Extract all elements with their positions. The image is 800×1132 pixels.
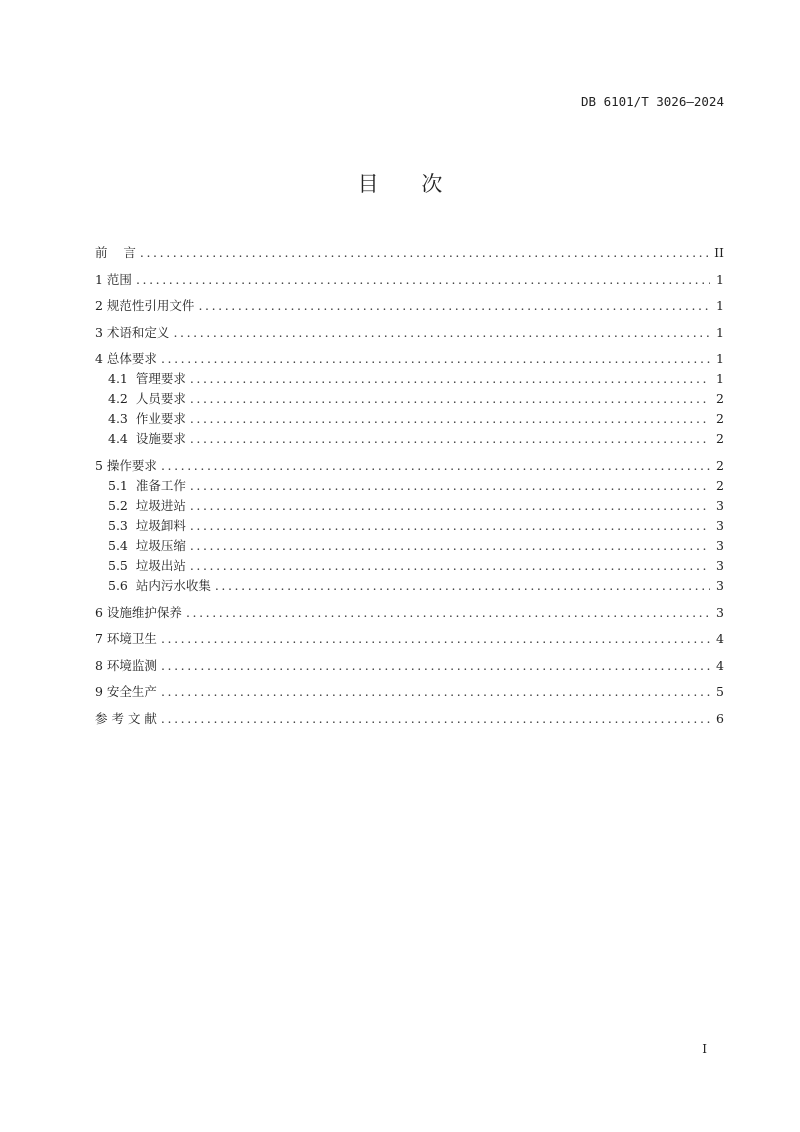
toc-entry-page: 1 (716, 298, 724, 314)
dot-leader (190, 496, 710, 516)
toc-entry[interactable] (95, 682, 724, 702)
toc-entry-label: 4.2 人员要求 (108, 391, 186, 407)
toc-entry[interactable] (95, 409, 724, 429)
toc-entry-page: 5 (716, 684, 724, 700)
toc-entry[interactable] (95, 536, 724, 556)
toc-entry-label: 9 安全生产 (95, 684, 157, 700)
toc-entry-label: 1 范围 (95, 271, 132, 287)
toc-entry-label: 4.4 设施要求 (108, 431, 186, 447)
dot-leader (190, 429, 710, 449)
toc-entry-page: 2 (716, 411, 724, 427)
toc-entry[interactable] (95, 656, 724, 676)
toc-entry[interactable] (95, 476, 724, 496)
toc-entry-page: 3 (716, 517, 724, 533)
toc-entry-label: 4.3 作业要求 (108, 411, 186, 427)
toc-entry-page: 2 (716, 431, 724, 447)
dot-leader (136, 270, 710, 290)
dot-leader (190, 476, 710, 496)
toc-entry[interactable] (95, 369, 724, 389)
dot-leader (173, 323, 710, 343)
table-of-contents (95, 243, 724, 729)
dot-leader (161, 682, 710, 702)
page-title: 目 次 (357, 172, 461, 196)
toc-entry-label: 5.3 垃圾卸料 (108, 517, 186, 533)
page-number: I (702, 1042, 707, 1056)
toc-entry-label: 5.6 站内污水收集 (108, 577, 211, 593)
toc-entry-page: 2 (716, 457, 724, 473)
toc-entry-label: 7 环境卫生 (95, 631, 157, 647)
toc-entry-label: 5.1 准备工作 (108, 477, 186, 493)
dot-leader (161, 456, 710, 476)
toc-entry[interactable] (95, 349, 724, 369)
toc-entry-label: 3 术语和定义 (95, 324, 170, 340)
toc-entry[interactable] (95, 456, 724, 476)
toc-entry-page: 1 (716, 351, 724, 367)
dot-leader (161, 656, 710, 676)
toc-entry-label: 8 环境监测 (95, 657, 157, 673)
standard-code: DB 6101/T 3026—2024 (581, 94, 724, 109)
toc-entry-label: 6 设施维护保养 (95, 604, 182, 620)
dot-leader (161, 349, 710, 369)
dot-leader (190, 556, 710, 576)
toc-entry[interactable] (95, 270, 724, 290)
toc-entry[interactable] (95, 389, 724, 409)
toc-entry-label: 5.4 垃圾压缩 (108, 537, 186, 553)
toc-entry[interactable] (95, 243, 724, 263)
toc-entry-page: 3 (716, 497, 724, 513)
toc-entry[interactable] (95, 603, 724, 623)
toc-entry-page: 3 (716, 557, 724, 573)
dot-leader (190, 409, 710, 429)
toc-entry-page: 6 (716, 710, 724, 726)
toc-entry[interactable] (95, 516, 724, 536)
toc-entry-label: 5 操作要求 (95, 457, 157, 473)
dot-leader (198, 296, 710, 316)
toc-entry[interactable] (95, 296, 724, 316)
toc-entry-page: 4 (716, 657, 724, 673)
toc-entry[interactable] (95, 496, 724, 516)
toc-entry-page: 3 (716, 537, 724, 553)
toc-entry-label: 4 总体要求 (95, 351, 157, 367)
toc-entry-label: 5.2 垃圾进站 (108, 497, 186, 513)
dot-leader (140, 243, 708, 263)
dot-leader (190, 536, 710, 556)
toc-entry-page: 3 (716, 604, 724, 620)
dot-leader (190, 369, 710, 389)
toc-entry-page: 1 (716, 371, 724, 387)
toc-entry-label: 2 规范性引用文件 (95, 298, 195, 314)
toc-entry-page: 3 (716, 577, 724, 593)
toc-entry-label: 前 言 (95, 245, 136, 260)
toc-entry[interactable] (95, 576, 724, 596)
toc-entry[interactable] (95, 629, 724, 649)
toc-entry-page: 1 (716, 324, 724, 340)
toc-entry-page: 1 (716, 271, 724, 287)
dot-leader (186, 603, 710, 623)
toc-entry-page: II (714, 245, 724, 260)
toc-entry-label: 4.1 管理要求 (108, 371, 186, 387)
toc-entry-label: 5.5 垃圾出站 (108, 557, 186, 573)
toc-entry-label: 参 考 文 献 (95, 710, 157, 726)
toc-entry-page: 2 (716, 391, 724, 407)
toc-entry[interactable] (95, 709, 724, 729)
dot-leader (215, 576, 710, 596)
toc-entry-page: 2 (716, 477, 724, 493)
toc-entry[interactable] (95, 556, 724, 576)
toc-entry-page: 4 (716, 631, 724, 647)
toc-entry[interactable] (95, 323, 724, 343)
dot-leader (161, 629, 710, 649)
toc-entry[interactable] (95, 429, 724, 449)
dot-leader (190, 516, 710, 536)
dot-leader (161, 709, 710, 729)
dot-leader (190, 389, 710, 409)
